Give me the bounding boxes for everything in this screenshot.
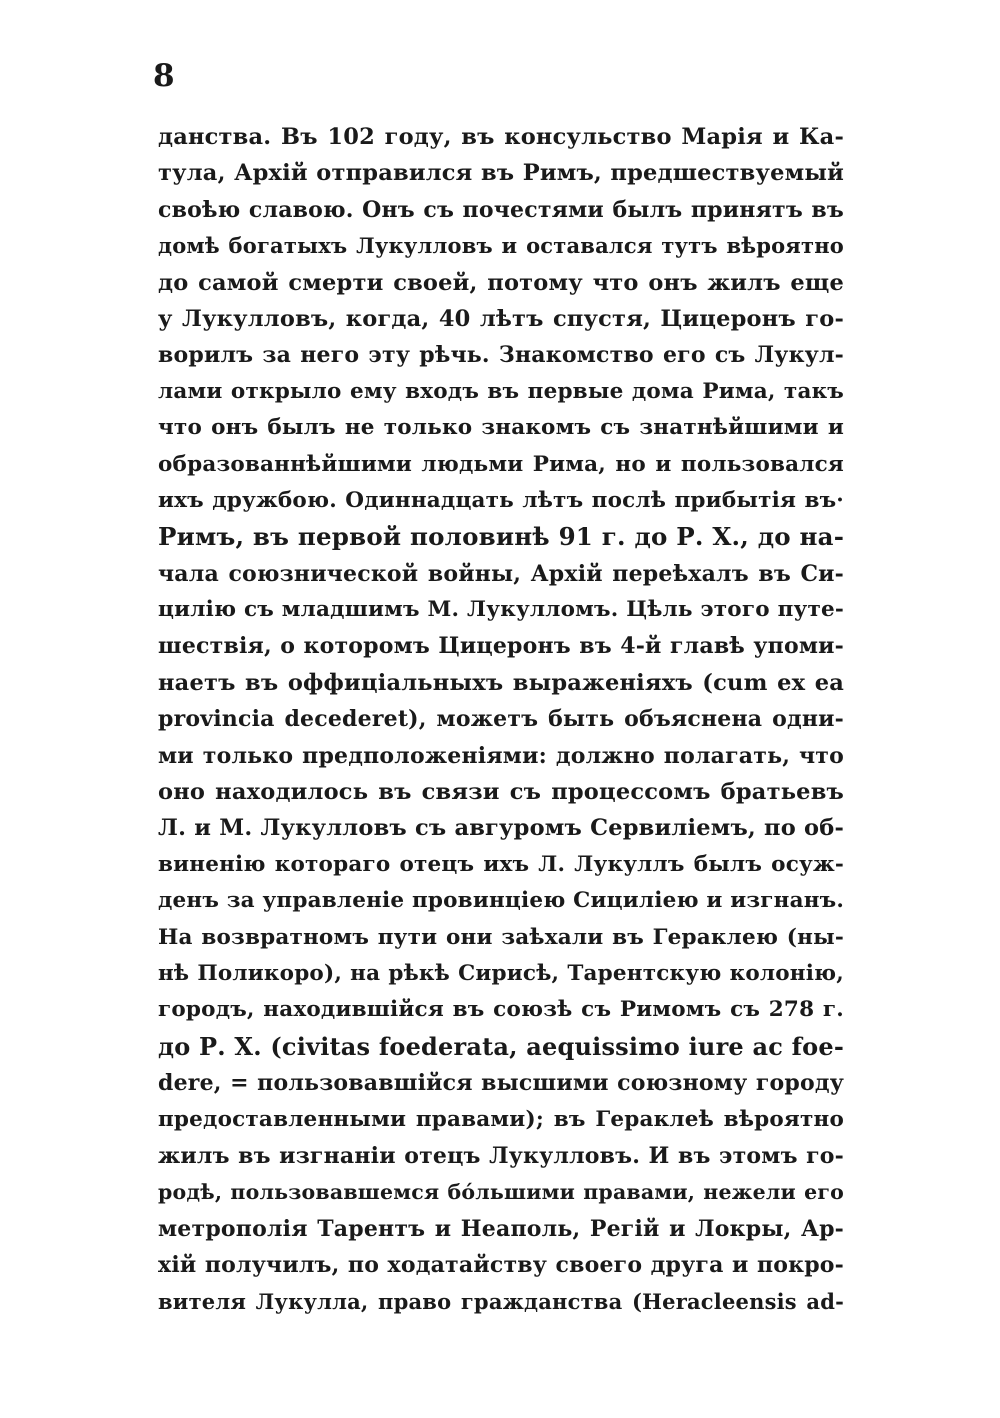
- text-line: тула, Архій отправился въ Римъ, предшествуемый: [158, 160, 844, 187]
- text-line: данства. Въ 102 году, въ консульство Марія и Ка-: [158, 124, 844, 150]
- text-line: у Лукулловъ, когда, 40 лѣтъ спустя, Цицеронъ го-: [158, 305, 844, 332]
- text-line: родѣ, пользовавшемся бо́льшими правами, нежели его: [158, 1180, 844, 1205]
- text-line: наетъ въ оффиціальныхъ выраженіяхъ (cum ex ea: [158, 669, 844, 696]
- text-line: вителя Лукулла, право гражданства (Heracleensis ad-: [158, 1288, 844, 1314]
- text-line: городъ, находившійся въ союзѣ съ Римомъ съ 278 г.: [158, 997, 844, 1023]
- page-number: 8: [153, 58, 175, 94]
- text-line: Римъ, въ первой половинѣ 91 г. до Р. Х., до на-: [158, 522, 844, 552]
- text-line: что онъ былъ не только знакомъ съ знатнѣйшими и: [158, 415, 844, 441]
- text-line: нѣ Поликоро), на рѣкѣ Сирисѣ, Тарентскую колонію,: [158, 960, 844, 986]
- text-line: до Р. Х. (civitas foederata, aequissimo iure ac foe-: [158, 1031, 844, 1061]
- text-line: цилію съ младшимъ М. Лукулломъ. Цѣль этого путе-: [158, 597, 844, 623]
- text-line: dere, = пользовавшійся высшими союзному городу: [158, 1070, 844, 1097]
- text-line: оно находилось въ связи съ процессомъ братьевъ: [158, 779, 844, 806]
- text-line: до самой смерти своей, потому что онъ жилъ еще: [158, 269, 844, 296]
- text-line: ихъ дружбою. Одиннадцать лѣтъ послѣ прибытія въ·: [158, 487, 844, 513]
- text-line: лами открыло ему входъ въ первые дома Рима, такъ: [158, 378, 844, 404]
- text-line: виненію котораго отецъ ихъ Л. Лукуллъ былъ осуж-: [158, 851, 844, 877]
- text-line: ми только предположеніями: должно полагать, что: [158, 742, 844, 769]
- text-line: хій получилъ, по ходатайству своего друга и покро-: [158, 1252, 844, 1279]
- text-line: шествія, о которомъ Цицеронъ въ 4-й главѣ упоми-: [158, 633, 844, 660]
- text-line: метрополія Тарентъ и Неаполь, Регій и Локры, Ар-: [158, 1215, 844, 1242]
- text-line: чала союзнической войны, Архій переѣхалъ въ Си-: [158, 560, 844, 587]
- text-line: ворилъ за него эту рѣчь. Знакомство его съ Лукул-: [158, 342, 844, 369]
- text-line: денъ за управленіе провинціею Сициліею и изгнанъ.: [158, 888, 844, 914]
- text-line: На возвратномъ пути они заѣхали въ Гераклею (ны-: [158, 924, 844, 950]
- text-line: предоставленными правами); въ Гераклеѣ вѣроятно: [158, 1106, 844, 1132]
- text-line: Л. и М. Лукулловъ съ авгуромъ Сервиліемъ, по об-: [158, 815, 844, 842]
- body-text: [158, 119, 844, 1320]
- text-line: жилъ въ изгнаніи отецъ Лукулловъ. И въ этомъ го-: [158, 1142, 844, 1169]
- text-line: своѣю славою. Онъ съ почестями былъ принятъ въ: [158, 196, 844, 223]
- text-line: домѣ богатыхъ Лукулловъ и оставался тутъ вѣроятно: [158, 233, 844, 259]
- text-line: образованнѣйшими людьми Рима, но и пользовался: [158, 451, 844, 477]
- text-line: provincia decederet), можетъ быть объяснена одни-: [158, 706, 844, 733]
